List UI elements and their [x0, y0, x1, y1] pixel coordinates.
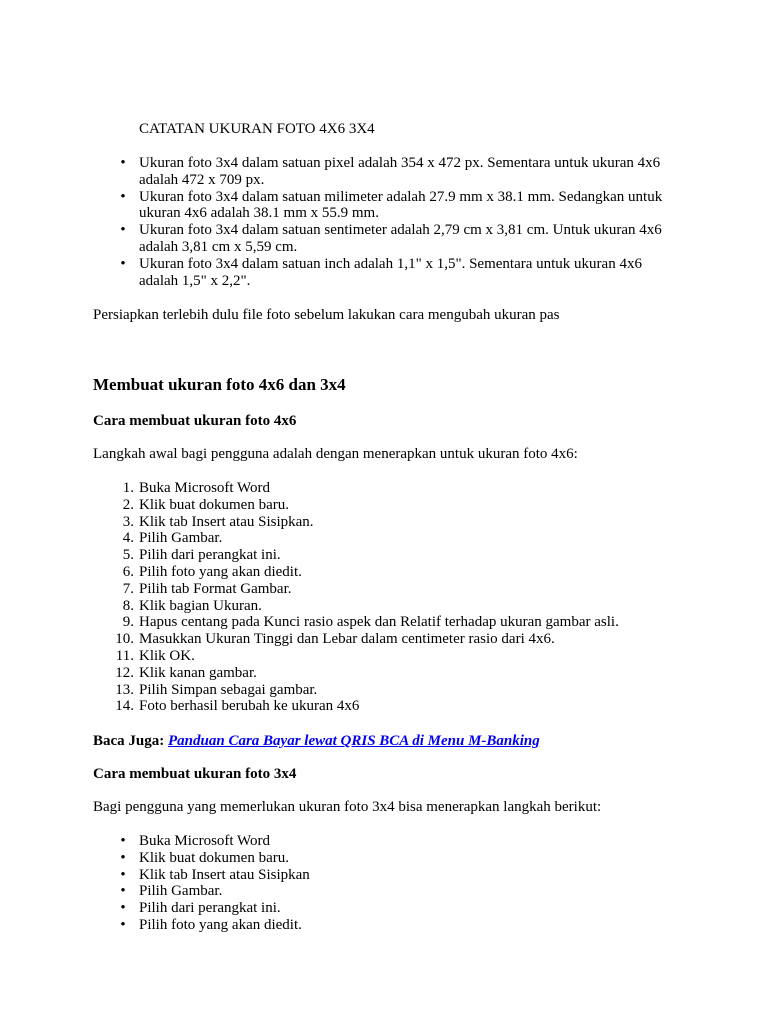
prepare-paragraph: Persiapkan terlebih dulu file foto sebelum lakukan cara mengubah ukuran pas: [93, 307, 560, 323]
section-4x6-intro: Langkah awal bagi pengguna adalah dengan menerapkan untuk ukuran foto 4x6:: [93, 446, 578, 462]
baca-juga-link[interactable]: Panduan Cara Bayar lewat QRIS BCA di Menu M-Banking: [168, 733, 540, 749]
section-4x6-heading: Cara membuat ukuran foto 4x6: [93, 413, 297, 429]
list-item: • Klik buat dokumen baru.: [120, 849, 289, 866]
list-item: • Pilih dari perangkat ini.: [120, 900, 281, 917]
section-4x6-steps: [93, 480, 673, 715]
list-item: 11. Klik OK.: [115, 647, 195, 664]
list-item: 5. Pilih dari perangkat ini.: [122, 547, 281, 564]
list-item: 13. Pilih Simpan sebagai gambar.: [115, 681, 318, 698]
section-3x4-intro: Bagi pengguna yang memerlukan ukuran foto 3x4 bisa menerapkan langkah berikut:: [93, 799, 602, 815]
list-item: 9. Hapus centang pada Kunci rasio aspek dan Relatif terhadap ukuran gambar asli.: [122, 614, 619, 631]
list-item: 2. Klik buat dokumen baru.: [122, 496, 289, 513]
baca-juga: [93, 733, 673, 750]
catatan-title: CATATAN UKURAN FOTO 4X6 3X4: [139, 121, 375, 137]
list-item: 14. Foto berhasil berubah ke ukuran 4x6: [115, 698, 360, 715]
main-heading: Membuat ukuran foto 4x6 dan 3x4: [93, 375, 346, 394]
list-item: • Ukuran foto 3x4 dalam satuan inch adalah 1,1" x 1,5". Sementara untuk ukuran 4x6 adalah 1,5" x 2,2".: [120, 255, 642, 289]
list-item: 3. Klik tab Insert atau Sisipkan.: [122, 513, 314, 530]
list-item: 4. Pilih Gambar.: [122, 530, 223, 547]
baca-juga-label: Baca Juga:: [93, 733, 165, 749]
list-item: 8. Klik bagian Ukuran.: [122, 597, 262, 614]
list-item: 7. Pilih tab Format Gambar.: [122, 580, 292, 597]
section-3x4-heading: Cara membuat ukuran foto 3x4: [93, 766, 297, 782]
list-item: 6. Pilih foto yang akan diedit.: [122, 563, 302, 580]
list-item: • Klik tab Insert atau Sisipkan: [120, 866, 310, 883]
list-item: • Buka Microsoft Word: [120, 833, 271, 849]
list-item: 1. Buka Microsoft Word: [122, 480, 271, 496]
catatan-list: [93, 155, 673, 289]
section-3x4-steps: [93, 833, 673, 934]
list-item: • Pilih Gambar.: [120, 883, 223, 900]
list-item: • Ukuran foto 3x4 dalam satuan sentimeter adalah 2,79 cm x 3,81 cm. Untuk ukuran 4x6 adalah 3,81 cm x 5,59 cm.: [120, 222, 662, 255]
list-item: • Pilih foto yang akan diedit.: [120, 916, 302, 933]
list-item: 12. Klik kanan gambar.: [115, 664, 257, 681]
list-item: • Ukuran foto 3x4 dalam satuan milimeter adalah 27.9 mm x 38.1 mm. Sedangkan untuk ukuran 4x6 adalah 38.1 mm x 55.9 mm.: [120, 188, 663, 222]
list-item: 10. Masukkan Ukuran Tinggi dan Lebar dalam centimeter rasio dari 4x6.: [115, 631, 555, 648]
list-item: • Ukuran foto 3x4 dalam satuan pixel adalah 354 x 472 px. Sementara untuk ukuran 4x6 adalah 472 x 709 px.: [120, 155, 661, 188]
